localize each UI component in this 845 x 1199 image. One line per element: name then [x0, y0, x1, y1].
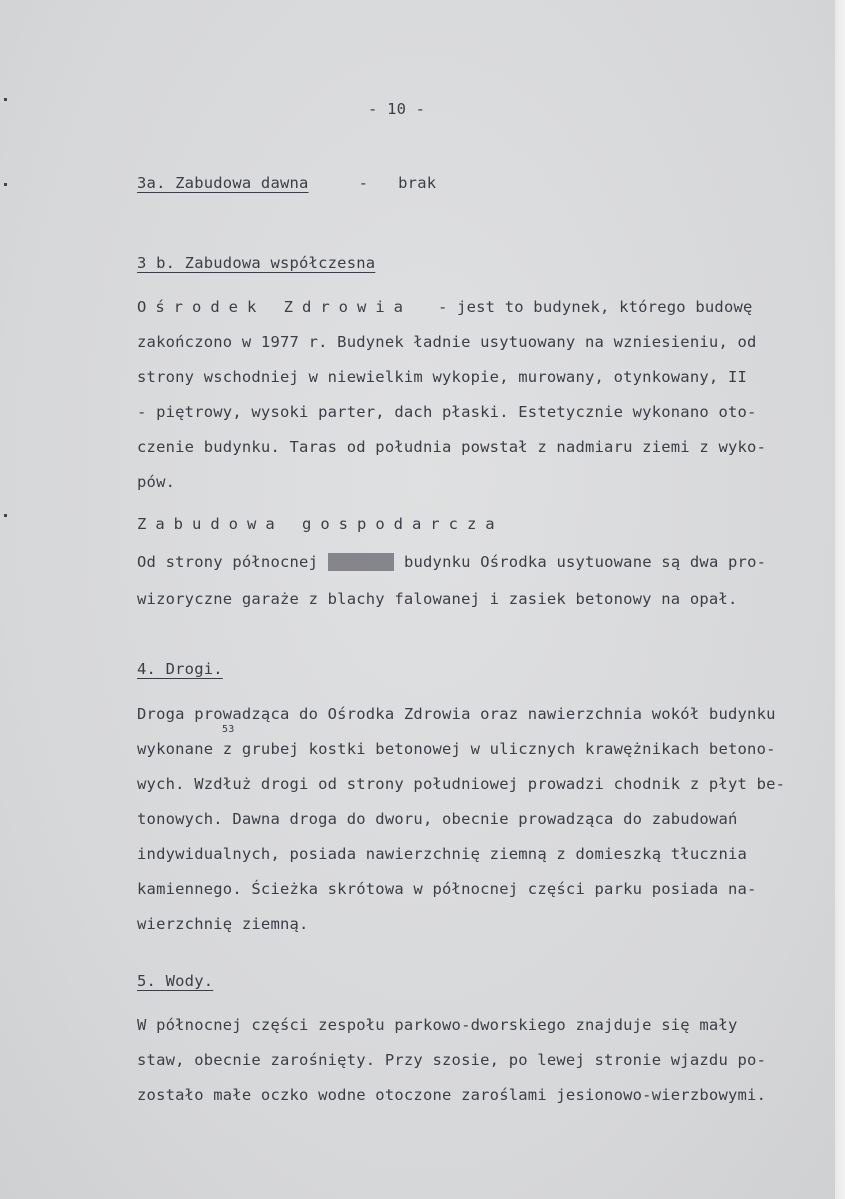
page-number: - 10 -	[368, 100, 426, 118]
handwritten-annotation: 53	[222, 724, 235, 735]
section-3a-value: brak	[398, 174, 437, 192]
paragraph-line: indywidualnych, posiada nawierzchnię ziemną z domieszką tłucznia	[137, 845, 748, 863]
paragraph-line: staw, obecnie zarośnięty. Przy szosie, po lewej stronie wjazdu po-	[137, 1051, 767, 1069]
struck-word	[328, 553, 395, 571]
paragraph-line: kamiennego. Ścieżka skrótowa w północnej części parku posiada na-	[137, 880, 757, 898]
paragraph-line: wizoryczne garaże z blachy falowanej i zasiek betonowy na opał.	[137, 590, 738, 608]
paragraph-line: strony wschodniej w niewielkim wykopie, murowany, otynkowany, II	[137, 368, 748, 386]
line-start: Od strony północnej	[137, 553, 319, 571]
section-5-heading: 5. Wody.	[137, 972, 214, 990]
paragraph-line: wych. Wzdłuż drogi od strony południowej prowadzi chodnik z płyt be-	[137, 775, 786, 793]
section-3a	[137, 174, 436, 192]
paragraph-line: pów.	[137, 473, 176, 491]
zabudowa-gospodarcza-heading: Zabudowa gospodarcza	[137, 515, 504, 533]
paragraph-line: Droga prowadząca do Ośrodka Zdrowia oraz nawierzchnia wokół budynku	[137, 705, 776, 723]
paragraph-line: tonowych. Dawna droga do dworu, obecnie prowadząca do zabudowań	[137, 810, 738, 828]
section-3a-heading: 3a. Zabudowa dawna	[137, 174, 309, 192]
line-end: budynku Ośrodka usytuowane są dwa pro-	[403, 553, 767, 571]
margin-mark	[4, 98, 7, 101]
section-4-heading: 4. Drogi.	[137, 660, 223, 678]
page-edge	[835, 0, 845, 1199]
paragraph-line: wierzchnię ziemną.	[137, 915, 309, 933]
first-line-rest: - jest to budynek, którego budowę	[437, 298, 753, 316]
paragraph-line: zostało małe oczko wodne otoczone zaroślami jesionowo-wierzbowymi.	[137, 1086, 767, 1104]
section-3a-dash: -	[358, 174, 369, 192]
section-3b-first-line	[137, 298, 753, 316]
paragraph-line: zakończono w 1977 r. Budynek ładnie usytuowany na wzniesieniu, od	[137, 333, 757, 351]
paragraph-line	[137, 553, 766, 571]
margin-mark	[4, 183, 7, 186]
paragraph-line: czenie budynku. Taras od południa powstał z nadmiaru ziemi z wyko-	[137, 438, 767, 456]
paragraph-line: - piętrowy, wysoki parter, dach płaski. Estetycznie wykonano oto-	[137, 403, 757, 421]
margin-mark	[4, 514, 7, 517]
paragraph-line: W północnej części zespołu parkowo-dworskiego znajduje się mały	[137, 1016, 738, 1034]
paragraph-line: wykonane z grubej kostki betonowej w ulicznych krawężnikach betono-	[137, 740, 776, 758]
osrodek-zdrowia-name: Ośrodek Zdrowia	[137, 298, 412, 316]
section-3b-heading: 3 b. Zabudowa współczesna	[137, 254, 376, 272]
